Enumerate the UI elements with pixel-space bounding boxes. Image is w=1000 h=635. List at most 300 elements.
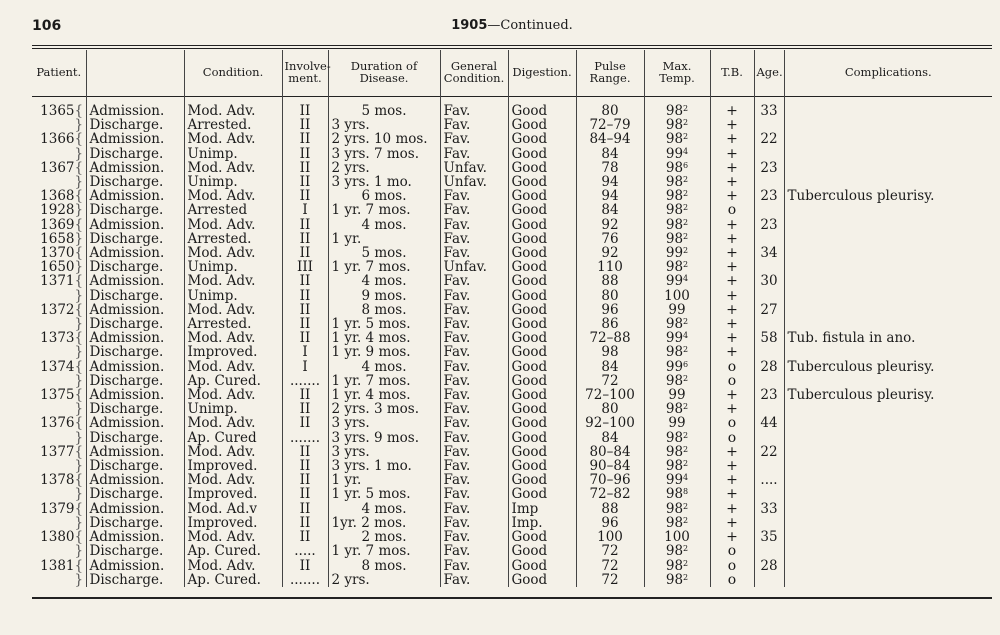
age-cell xyxy=(754,260,784,274)
stage-cell: Discharge. xyxy=(86,431,184,445)
condition-cell: Improved. xyxy=(184,459,282,473)
table-row xyxy=(32,360,992,374)
age-cell xyxy=(754,459,784,473)
patient-number xyxy=(32,345,86,359)
duration-cell: 1 yr. 7 mos. xyxy=(328,544,440,558)
patient-id: 1373 xyxy=(40,331,75,346)
temp-decimal: 2 xyxy=(683,459,689,469)
patient-number xyxy=(32,445,86,459)
condition-cell: Arrested. xyxy=(184,317,282,331)
temp-value: 99 xyxy=(665,331,684,346)
age-cell: 27 xyxy=(754,303,784,317)
temp-value: 98 xyxy=(665,317,684,332)
duration-cell: 1 yr. 7 mos. xyxy=(328,374,440,388)
involvement-cell: II xyxy=(282,502,328,516)
complications-cell xyxy=(784,94,992,118)
brace-glyph: { xyxy=(74,217,84,232)
temp-value: 99 xyxy=(665,473,684,488)
digestion-cell: Good xyxy=(508,260,576,274)
age-cell xyxy=(754,203,784,217)
tb-cell: + xyxy=(710,274,754,288)
table-row xyxy=(32,161,992,175)
involvement-cell: II xyxy=(282,274,328,288)
max-temp-cell xyxy=(644,118,710,132)
condition-cell: Mod. Adv. xyxy=(184,416,282,430)
condition-cell: Unimp. xyxy=(184,289,282,303)
digestion-cell: Good xyxy=(508,303,576,317)
stage-cell: Admission. xyxy=(86,218,184,232)
general-condition-cell: Fav. xyxy=(440,402,508,416)
brace-glyph: } xyxy=(74,402,84,417)
duration-cell: 2 yrs. 3 mos. xyxy=(328,402,440,416)
max-temp-cell xyxy=(644,431,710,445)
involvement-cell: II xyxy=(282,189,328,203)
temp-decimal: 4 xyxy=(683,146,689,156)
patient-id: 1371 xyxy=(40,274,75,289)
pulse-range-cell: 70–96 xyxy=(576,473,644,487)
brace-glyph: { xyxy=(74,302,84,318)
table-row xyxy=(32,431,992,445)
complications-cell xyxy=(784,431,992,445)
age-cell xyxy=(754,431,784,445)
temp-value: 98 xyxy=(665,515,684,531)
patient-id: 1370 xyxy=(40,246,75,261)
general-condition-cell: Fav. xyxy=(440,118,508,132)
condition-cell: Unimp. xyxy=(184,147,282,161)
pulse-range-cell: 72 xyxy=(576,544,644,558)
pulse-range-cell: 80 xyxy=(576,94,644,118)
patient-id: 1379 xyxy=(40,501,75,516)
condition-cell: Mod. Adv. xyxy=(184,331,282,345)
patient-id: 1377 xyxy=(40,444,75,460)
tb-cell: + xyxy=(710,345,754,359)
stage-cell: Admission. xyxy=(86,189,184,203)
temp-value: 98 xyxy=(665,175,684,190)
complications-cell: Tuberculous pleurisy. xyxy=(784,189,992,203)
tb-cell: o xyxy=(710,573,754,587)
condition-cell: Unimp. xyxy=(184,402,282,416)
involvement-cell: II xyxy=(282,232,328,246)
involvement-cell: II xyxy=(282,94,328,118)
brace-glyph: { xyxy=(74,558,84,573)
complications-cell xyxy=(784,473,992,487)
stage-cell: Admission. xyxy=(86,161,184,175)
involvement-cell: II xyxy=(282,487,328,501)
brace-glyph: } xyxy=(74,288,84,303)
tb-cell: o xyxy=(710,360,754,374)
pulse-range-cell: 84 xyxy=(576,360,644,374)
patient-number xyxy=(32,459,86,473)
duration-cell: 2 yrs. xyxy=(328,161,440,175)
max-temp-cell xyxy=(644,317,710,331)
brace-glyph: } xyxy=(74,487,84,502)
temp-decimal: 8 xyxy=(683,487,689,497)
temp-value: 98 xyxy=(665,132,684,147)
tb-cell: + xyxy=(710,402,754,416)
max-temp-cell xyxy=(644,487,710,501)
duration-cell: 3 yrs. xyxy=(328,445,440,459)
patient-id: 1928 xyxy=(40,203,75,218)
condition-cell: Mod. Adv. xyxy=(184,189,282,203)
table-row xyxy=(32,374,992,388)
involvement-cell: II xyxy=(282,246,328,260)
patient-id: 1376 xyxy=(40,416,75,431)
patient-id: 1367 xyxy=(40,160,75,176)
max-temp-cell xyxy=(644,502,710,516)
max-temp-cell xyxy=(644,289,710,303)
temp-decimal: 2 xyxy=(683,231,689,241)
complications-cell xyxy=(784,573,992,587)
temp-decimal: 2 xyxy=(683,175,689,185)
brace-glyph: { xyxy=(74,444,84,460)
condition-cell: Mod. Adv. xyxy=(184,161,282,175)
tb-cell: + xyxy=(710,530,754,544)
running-title-year: 1905 xyxy=(451,18,488,33)
temp-decimal: 2 xyxy=(683,317,689,327)
temp-decimal: 2 xyxy=(683,260,689,270)
running-title xyxy=(32,18,992,33)
stage-cell: Discharge. xyxy=(86,175,184,189)
general-condition-cell: Fav. xyxy=(440,345,508,359)
digestion-cell: Good xyxy=(508,459,576,473)
complications-cell xyxy=(784,246,992,260)
stage-cell: Admission. xyxy=(86,331,184,345)
age-cell: 35 xyxy=(754,530,784,544)
involvement-cell: I xyxy=(282,203,328,217)
condition-cell: Ap. Cured. xyxy=(184,544,282,558)
brace-glyph: } xyxy=(74,175,84,190)
patient-number xyxy=(32,289,86,303)
tb-cell: + xyxy=(710,289,754,303)
temp-value: 100 xyxy=(664,530,690,545)
temp-decimal: 2 xyxy=(683,544,689,554)
table-row xyxy=(32,559,992,573)
duration-cell: 4 mos. xyxy=(328,218,440,232)
patient-number xyxy=(32,260,86,274)
brace-glyph: } xyxy=(74,459,84,474)
temp-value: 98 xyxy=(665,217,684,232)
digestion-cell: Good xyxy=(508,218,576,232)
patient-number xyxy=(32,132,86,146)
table-row xyxy=(32,473,992,487)
patient-id: 1380 xyxy=(40,530,75,545)
patient-id: 1658 xyxy=(40,231,75,247)
stage-cell: Discharge. xyxy=(86,232,184,246)
tb-cell: o xyxy=(710,203,754,217)
brace-glyph: } xyxy=(74,231,84,247)
max-temp-cell xyxy=(644,416,710,430)
running-title-continued: —Continued. xyxy=(487,18,573,33)
patient-id: 1375 xyxy=(40,388,75,403)
digestion-cell: Good xyxy=(508,360,576,374)
patient-id: 1372 xyxy=(40,302,75,318)
temp-value: 98 xyxy=(665,103,684,119)
temp-decimal: 2 xyxy=(683,217,689,227)
condition-cell: Mod. Adv. xyxy=(184,303,282,317)
patient-number xyxy=(32,218,86,232)
temp-value: 100 xyxy=(664,288,690,303)
stage-cell: Discharge. xyxy=(86,203,184,217)
tb-cell: + xyxy=(710,516,754,530)
complications-cell xyxy=(784,502,992,516)
patient-number xyxy=(32,118,86,132)
general-condition-cell: Fav. xyxy=(440,516,508,530)
temp-value: 98 xyxy=(665,444,684,460)
general-condition-cell: Fav. xyxy=(440,544,508,558)
col-stage-header xyxy=(86,50,184,94)
condition-cell: Ap. Cured xyxy=(184,431,282,445)
duration-cell: 4 mos. xyxy=(328,274,440,288)
pulse-range-cell: 92 xyxy=(576,246,644,260)
pulse-range-cell: 88 xyxy=(576,274,644,288)
complications-cell xyxy=(784,161,992,175)
brace-glyph: { xyxy=(74,530,84,545)
stage-cell: Discharge. xyxy=(86,260,184,274)
temp-value: 98 xyxy=(665,373,684,389)
stage-cell: Discharge. xyxy=(86,374,184,388)
max-temp-cell xyxy=(644,388,710,402)
temp-value: 99 xyxy=(668,302,686,318)
brace-glyph: } xyxy=(74,373,84,389)
general-condition-cell: Fav. xyxy=(440,274,508,288)
brace-glyph: { xyxy=(74,189,84,204)
involvement-cell: ..... xyxy=(282,544,328,558)
age-cell: 28 xyxy=(754,360,784,374)
stage-cell: Discharge. xyxy=(86,317,184,331)
duration-cell: 5 mos. xyxy=(328,246,440,260)
pulse-range-cell: 98 xyxy=(576,345,644,359)
records-table xyxy=(32,50,992,587)
patient-number xyxy=(32,431,86,445)
tb-cell: + xyxy=(710,388,754,402)
pulse-range-cell: 80–84 xyxy=(576,445,644,459)
age-cell: 23 xyxy=(754,218,784,232)
stage-cell: Discharge. xyxy=(86,118,184,132)
temp-value: 98 xyxy=(665,558,684,573)
max-temp-cell xyxy=(644,360,710,374)
patient-number xyxy=(32,246,86,260)
temp-value: 99 xyxy=(668,388,686,403)
duration-cell: 8 mos. xyxy=(328,559,440,573)
patient-number xyxy=(32,274,86,288)
complications-cell xyxy=(784,544,992,558)
stage-cell: Admission. xyxy=(86,559,184,573)
patient-number xyxy=(32,487,86,501)
brace-glyph: } xyxy=(74,345,84,360)
stage-cell: Admission. xyxy=(86,303,184,317)
age-cell: 23 xyxy=(754,161,784,175)
temp-decimal: 2 xyxy=(683,189,689,199)
pulse-range-cell: 96 xyxy=(576,303,644,317)
temp-value: 98 xyxy=(665,189,684,204)
general-condition-cell: Fav. xyxy=(440,416,508,430)
patient-number xyxy=(32,544,86,558)
involvement-cell: II xyxy=(282,559,328,573)
tb-cell: o xyxy=(710,544,754,558)
brace-glyph: { xyxy=(74,359,84,374)
duration-cell: 1 yr. xyxy=(328,232,440,246)
age-cell xyxy=(754,402,784,416)
temp-value: 98 xyxy=(665,544,684,559)
stage-cell: Admission. xyxy=(86,388,184,402)
condition-cell: Mod. Adv. xyxy=(184,94,282,118)
condition-cell: Ap. Cured. xyxy=(184,573,282,587)
max-temp-cell xyxy=(644,345,710,359)
pulse-range-cell: 72 xyxy=(576,374,644,388)
digestion-cell: Good xyxy=(508,232,576,246)
temp-decimal: 2 xyxy=(683,572,689,582)
max-temp-cell xyxy=(644,374,710,388)
table-row xyxy=(32,388,992,402)
tb-cell: o xyxy=(710,431,754,445)
temp-value: 98 xyxy=(665,572,684,587)
age-cell: 33 xyxy=(754,502,784,516)
stage-cell: Discharge. xyxy=(86,573,184,587)
complications-cell xyxy=(784,459,992,473)
temp-value: 99 xyxy=(665,146,684,161)
duration-cell: 6 mos. xyxy=(328,189,440,203)
pulse-range-cell: 94 xyxy=(576,189,644,203)
digestion-cell: Good xyxy=(508,331,576,345)
max-temp-cell xyxy=(644,260,710,274)
condition-cell: Improved. xyxy=(184,345,282,359)
complications-cell xyxy=(784,203,992,217)
complications-cell xyxy=(784,559,992,573)
brace-glyph: { xyxy=(74,246,84,261)
digestion-cell: Good xyxy=(508,94,576,118)
general-condition-cell: Fav. xyxy=(440,203,508,217)
tb-cell: + xyxy=(710,303,754,317)
duration-cell: 1 yr. 5 mos. xyxy=(328,317,440,331)
complications-cell xyxy=(784,374,992,388)
duration-cell: 2 yrs. 10 mos. xyxy=(328,132,440,146)
temp-decimal: 2 xyxy=(683,132,689,142)
brace-glyph: } xyxy=(74,515,84,531)
involvement-cell: III xyxy=(282,260,328,274)
table-row xyxy=(32,487,992,501)
table-row xyxy=(32,189,992,203)
involvement-cell: II xyxy=(282,289,328,303)
general-condition-cell: Fav. xyxy=(440,232,508,246)
complications-cell xyxy=(784,317,992,331)
stage-cell: Admission. xyxy=(86,473,184,487)
complications-cell xyxy=(784,132,992,146)
digestion-cell: Good xyxy=(508,573,576,587)
temp-decimal: 2 xyxy=(683,345,689,355)
involvement-cell: II xyxy=(282,445,328,459)
condition-cell: Mod. Adv. xyxy=(184,360,282,374)
general-condition-cell: Fav. xyxy=(440,289,508,303)
temp-value: 98 xyxy=(665,430,684,445)
patient-number xyxy=(32,416,86,430)
condition-cell: Mod. Adv. xyxy=(184,473,282,487)
involvement-cell: II xyxy=(282,416,328,430)
pulse-range-cell: 84 xyxy=(576,431,644,445)
digestion-cell: Good xyxy=(508,402,576,416)
temp-decimal: 2 xyxy=(683,444,689,454)
general-condition-cell: Unfav. xyxy=(440,260,508,274)
temp-value: 98 xyxy=(665,160,684,176)
temp-value: 98 xyxy=(665,402,684,417)
max-temp-cell xyxy=(644,331,710,345)
digestion-cell: Good xyxy=(508,147,576,161)
condition-cell: Arrested xyxy=(184,203,282,217)
tb-cell: + xyxy=(710,147,754,161)
age-cell xyxy=(754,118,784,132)
general-condition-cell: Fav. xyxy=(440,459,508,473)
digestion-cell: Good xyxy=(508,118,576,132)
age-cell: 58 xyxy=(754,331,784,345)
condition-cell: Mod. Adv. xyxy=(184,274,282,288)
patient-id: 1369 xyxy=(40,217,75,232)
stage-cell: Discharge. xyxy=(86,147,184,161)
digestion-cell: Good xyxy=(508,189,576,203)
complications-cell xyxy=(784,118,992,132)
patient-number xyxy=(32,147,86,161)
temp-decimal: 2 xyxy=(683,501,689,511)
pulse-range-cell: 80 xyxy=(576,402,644,416)
condition-cell: Mod. Adv. xyxy=(184,559,282,573)
patient-number xyxy=(32,303,86,317)
table-row xyxy=(32,516,992,530)
digestion-cell: Good xyxy=(508,317,576,331)
max-temp-cell xyxy=(644,544,710,558)
table-row xyxy=(32,345,992,359)
pulse-range-cell: 90–84 xyxy=(576,459,644,473)
involvement-cell: II xyxy=(282,175,328,189)
col-condition-header: Condition. xyxy=(184,50,282,94)
condition-cell: Arrested. xyxy=(184,232,282,246)
age-cell xyxy=(754,544,784,558)
brace-glyph: { xyxy=(74,103,84,119)
condition-cell: Mod. Adv. xyxy=(184,246,282,260)
general-condition-cell: Fav. xyxy=(440,218,508,232)
max-temp-cell xyxy=(644,573,710,587)
complications-cell xyxy=(784,345,992,359)
duration-cell: 3 yrs. 1 mo. xyxy=(328,175,440,189)
condition-cell: Arrested. xyxy=(184,118,282,132)
complications-cell xyxy=(784,274,992,288)
tb-cell: + xyxy=(710,487,754,501)
involvement-cell: ....... xyxy=(282,374,328,388)
temp-decimal: 2 xyxy=(683,118,689,128)
table-row xyxy=(32,416,992,430)
age-cell: 23 xyxy=(754,388,784,402)
age-cell: 30 xyxy=(754,274,784,288)
duration-cell: 1 yr. 9 mos. xyxy=(328,345,440,359)
temp-decimal: 2 xyxy=(683,402,689,412)
stage-cell: Discharge. xyxy=(86,544,184,558)
top-rule-inner xyxy=(32,48,992,49)
duration-cell: 1 yr. 5 mos. xyxy=(328,487,440,501)
temp-value: 98 xyxy=(665,231,684,247)
digestion-cell: Good xyxy=(508,544,576,558)
pulse-range-cell: 96 xyxy=(576,516,644,530)
stage-cell: Discharge. xyxy=(86,516,184,530)
duration-cell: 3 yrs. xyxy=(328,416,440,430)
general-condition-cell: Fav. xyxy=(440,502,508,516)
col-temp-header: Max. Temp. xyxy=(644,50,710,94)
general-condition-cell: Fav. xyxy=(440,360,508,374)
involvement-cell: ....... xyxy=(282,431,328,445)
temp-decimal: 4 xyxy=(683,473,689,483)
duration-cell: 1 yr. 7 mos. xyxy=(328,203,440,217)
age-cell xyxy=(754,147,784,161)
brace-glyph: } xyxy=(74,118,84,133)
temp-value: 98 xyxy=(665,260,684,275)
table-row xyxy=(32,573,992,587)
duration-cell: 3 yrs. xyxy=(328,118,440,132)
